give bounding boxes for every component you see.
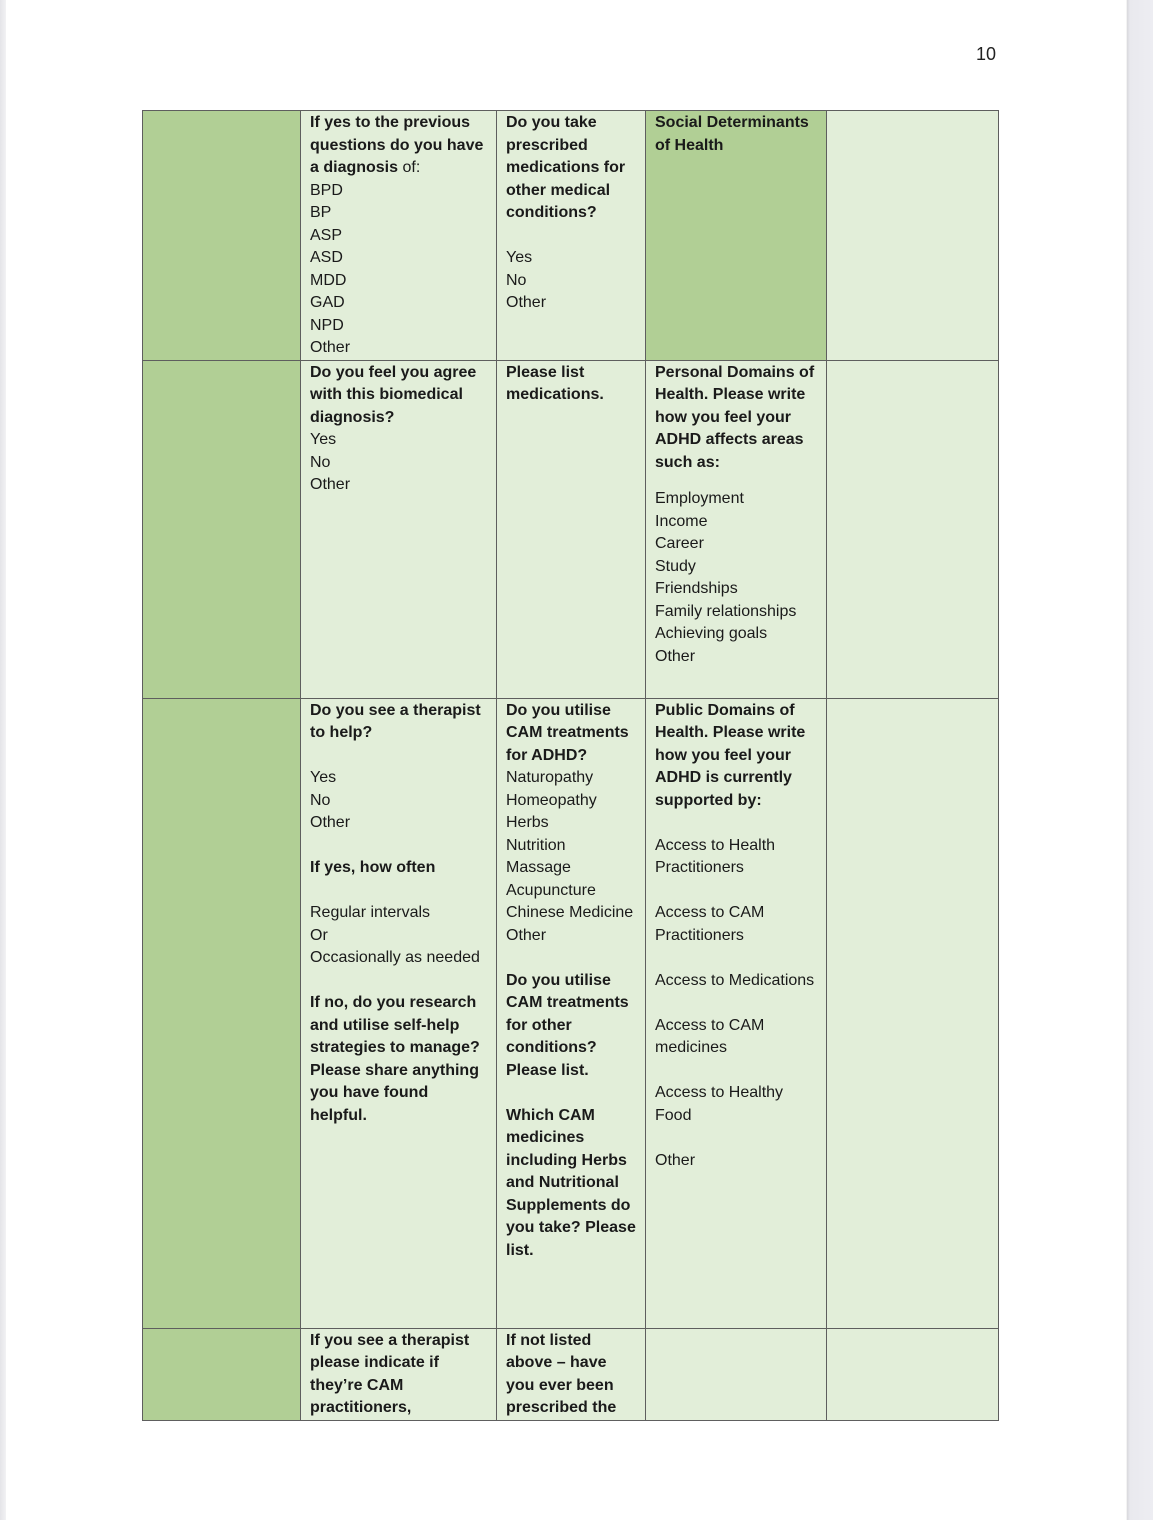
diagnosis-question-tail: of: bbox=[398, 159, 421, 176]
prescribed-cell bbox=[497, 1328, 646, 1420]
cam-option: Homeopathy bbox=[506, 791, 597, 809]
table-row bbox=[143, 1328, 999, 1420]
section-heading: Social Determinants of Health bbox=[655, 114, 809, 154]
therapist-cam-cell bbox=[301, 1328, 497, 1420]
cam-other-conditions-question: Do you utilise CAM treatments for other conditions? Please list. bbox=[506, 971, 629, 1079]
answer-cell[interactable] bbox=[827, 1328, 999, 1420]
therapist-option: Other bbox=[310, 814, 351, 831]
personal-domain-option: Friendships bbox=[655, 580, 738, 597]
cam-option: Chinese Medicine bbox=[506, 904, 634, 921]
row-label-cell bbox=[143, 111, 301, 361]
frequency-option: Regular intervals bbox=[310, 904, 431, 921]
medications-question-cell bbox=[497, 111, 646, 361]
public-domains-cell bbox=[646, 698, 827, 1328]
answer-cell[interactable] bbox=[827, 698, 999, 1328]
therapist-frequency-question: If yes, how often bbox=[310, 859, 436, 876]
row-label-cell bbox=[143, 1328, 301, 1420]
questionnaire-table bbox=[142, 110, 999, 1421]
medications-question: Do you take prescribed medications for other medical conditions? bbox=[506, 114, 626, 221]
list-medications-prompt: Please list medications. bbox=[506, 363, 604, 403]
cam-option: Herbs bbox=[506, 814, 549, 831]
diagnosis-option: BP bbox=[310, 204, 332, 221]
diagnosis-option: Other bbox=[310, 339, 351, 356]
public-domain-option: Access to CAM medicines bbox=[655, 1016, 765, 1056]
diagnosis-option: GAD bbox=[310, 294, 345, 311]
table-row bbox=[143, 111, 999, 361]
page-number: 10 bbox=[975, 44, 996, 64]
table-row bbox=[143, 698, 999, 1328]
therapist-option: No bbox=[310, 791, 331, 809]
therapist-cam-question: If you see a therapist please indicate if they’re CAM practitioners, bbox=[310, 1331, 470, 1416]
medications-option: Yes bbox=[506, 249, 533, 266]
medications-option: Other bbox=[506, 294, 547, 311]
diagnosis-question: If yes to the previous questions do you have a diagnosis bbox=[310, 114, 484, 176]
public-domain-option: Access to Healthy Food bbox=[655, 1084, 784, 1124]
personal-domains-cell bbox=[646, 360, 827, 698]
cam-option: Massage bbox=[506, 859, 571, 876]
cam-option: Other bbox=[506, 926, 547, 944]
row-label-cell bbox=[143, 698, 301, 1328]
cam-option: Naturopathy bbox=[506, 769, 594, 786]
page-left-edge bbox=[0, 0, 6, 1520]
personal-domain-option: Achieving goals bbox=[655, 625, 768, 642]
public-domain-option: Access to Health Practitioners bbox=[655, 836, 776, 876]
diagnosis-question-cell bbox=[301, 111, 497, 361]
agree-diagnosis-cell bbox=[301, 360, 497, 698]
therapist-question-cell bbox=[301, 698, 497, 1328]
diagnosis-option: MDD bbox=[310, 271, 347, 289]
diagnosis-option: ASP bbox=[310, 226, 343, 244]
frequency-option: Occasionally as needed bbox=[310, 949, 480, 966]
public-domain-option: Access to Medications bbox=[655, 971, 815, 989]
cam-option: Acupuncture bbox=[506, 881, 596, 899]
answer-cell[interactable] bbox=[827, 111, 999, 361]
cam-option: Nutrition bbox=[506, 836, 566, 854]
personal-domain-option: Other bbox=[655, 647, 696, 665]
list-medications-cell bbox=[497, 360, 646, 698]
section-heading-cell bbox=[646, 111, 827, 361]
personal-domains-question: Personal Domains of Health. Please write how you feel your ADHD affects areas such as: bbox=[655, 363, 815, 471]
empty-cell bbox=[646, 1328, 827, 1420]
cam-treatments-cell bbox=[497, 698, 646, 1328]
diagnosis-option: ASD bbox=[310, 249, 343, 266]
therapist-option: Yes bbox=[310, 769, 337, 786]
self-help-question: If no, do you research and utilise self-help strategies to manage? Please share anything you have found helpful. bbox=[310, 994, 480, 1124]
agree-option: No bbox=[310, 453, 331, 471]
agree-diagnosis-question: Do you feel you agree with this biomedical diagnosis? bbox=[310, 363, 477, 426]
prescribed-question: If not listed above – have you ever been prescribed the bbox=[506, 1331, 617, 1416]
public-domain-option: Other bbox=[655, 1151, 696, 1169]
row-label-cell bbox=[143, 360, 301, 698]
personal-domain-option: Income bbox=[655, 512, 708, 530]
public-domain-option: Access to CAM Practitioners bbox=[655, 904, 765, 944]
agree-option: Other bbox=[310, 476, 351, 493]
diagnosis-option: NPD bbox=[310, 316, 344, 334]
personal-domain-option: Study bbox=[655, 557, 696, 575]
table-row bbox=[143, 360, 999, 698]
diagnosis-option: BPD bbox=[310, 181, 343, 199]
personal-domain-option: Career bbox=[655, 535, 704, 552]
public-domains-question: Public Domains of Health. Please write how you feel your ADHD is currently supported by: bbox=[655, 701, 806, 809]
cam-adhd-question: Do you utilise CAM treatments for ADHD? bbox=[506, 701, 629, 764]
medications-option: No bbox=[506, 271, 527, 289]
scrollbar-track[interactable] bbox=[1127, 0, 1153, 1520]
answer-cell[interactable] bbox=[827, 360, 999, 698]
therapist-question: Do you see a therapist to help? bbox=[310, 701, 481, 741]
cam-medicines-question: Which CAM medicines including Herbs and Nutritional Supplements do you take? Please list. bbox=[506, 1106, 636, 1259]
frequency-option: Or bbox=[310, 926, 328, 944]
personal-domain-option: Employment bbox=[655, 490, 744, 507]
agree-option: Yes bbox=[310, 431, 337, 448]
personal-domain-option: Family relationships bbox=[655, 602, 797, 620]
